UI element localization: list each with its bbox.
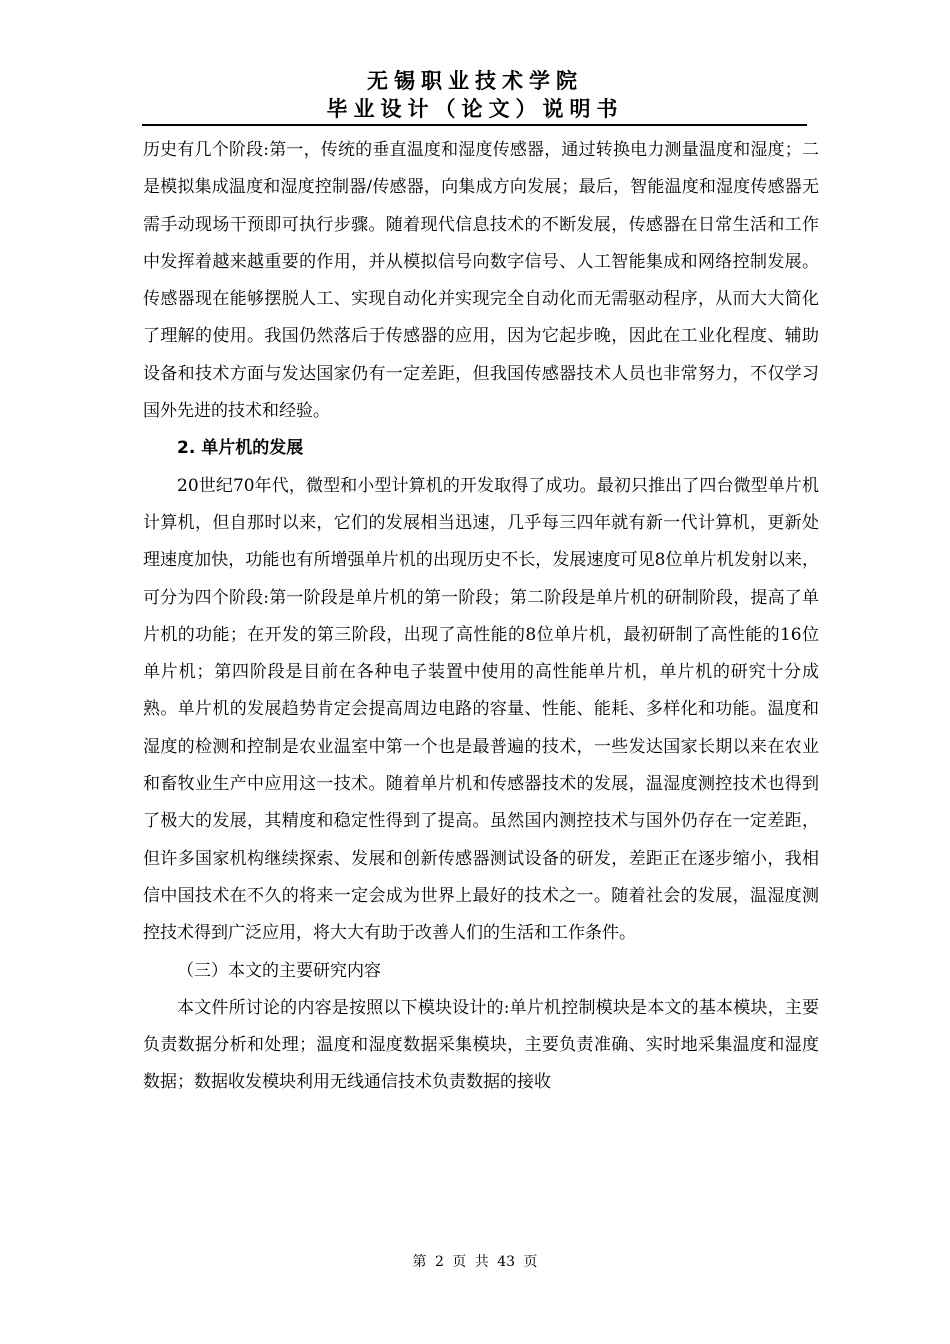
paragraph-2: 20世纪70年代，微型和小型计算机的开发取得了成功。最初只推出了四台微型单片机计算机，但自那时以来，它们的发展相当迅速，几乎每三四年就有新一代计算机，更新处理速度加快，功能也有所增强单片机的出现历史不长，发展速度可见8位单片机发射以来，可分为四个阶段:第一阶段是单片机的第一阶段；第二阶段是单片机的研制阶段，提高了单片机的功能；在开发的第三阶段，出现了高性能的8位单片机，最初研制了高性能的16位单片机；第四阶段是目前在各种电子装置中使用的高性能单片机，单片机的研究十分成熟。单片机的发展趋势肯定会提高周边电路的容量、性能、能耗、多样化和功能。温度和湿度的检测和控制是农业温室中第一个也是最普遍的技术，一些发达国家长期以来在农业和畜牧业生产中应用这一技术。随着单片机和传感器技术的发展，温湿度测控技术也得到了极大的发展，其精度和稳定性得到了提高。虽然国内测控技术与国外仍存在一定差距，但许多国家机构继续探索、发展和创新传感器测试设备的研发，差距正在逐步缩小，我相信中国技术在不久的将来一定会成为世界上最好的技术之一。随着社会的发展，温湿度测控技术得到广泛应用，将大大有助于改善人们的生活和工作条件。 [143,475,819,944]
paragraph-1: 历史有几个阶段:第一，传统的垂直温度和湿度传感器，通过转换电力测量温度和湿度；二是模拟集成温度和湿度控制器/传感器，向集成方向发展；最后，智能温度和湿度传感器无需手动现场干预即可执行步骤。随着现代信息技术的不断发展，传感器在日常生活和工作中发挥着越来越重要的作用，并从模拟信号向数字信号、人工智能集成和网络控制发展。传感器现在能够摆脱人工、实现自动化并实现完全自动化而无需驱动程序，从而大大简化了理解的使用。我国仍然落后于传感器的应用，因为它起步晚，因此在工业化程度、辅助设备和技术方面与发达国家仍有一定差距，但我国传感器技术人员也非常努力，不仅学习国外先进的技术和经验。 [143,140,819,422]
paragraph-3: 本文件所讨论的内容是按照以下模块设计的:单片机控制模块是本文的基本模块，主要负责数据分析和处理；温度和湿度数据采集模块，主要负责准确、实时地采集温度和湿度数据；数据收发模块利用无线通信技术负责数据的接收 [143,997,819,1093]
page-number: 第 2 页 共 43 页 [412,1254,538,1270]
header-rule [142,124,807,126]
school-name: 无锡职业技术学院 [367,69,583,93]
document-type: 毕业设计（论文）说明书 [326,97,624,121]
page-body [143,132,819,1102]
section-heading-research: （三）本文的主要研究内容 [177,960,381,981]
section-heading-mcu: 2. 单片机的发展 [177,438,304,459]
